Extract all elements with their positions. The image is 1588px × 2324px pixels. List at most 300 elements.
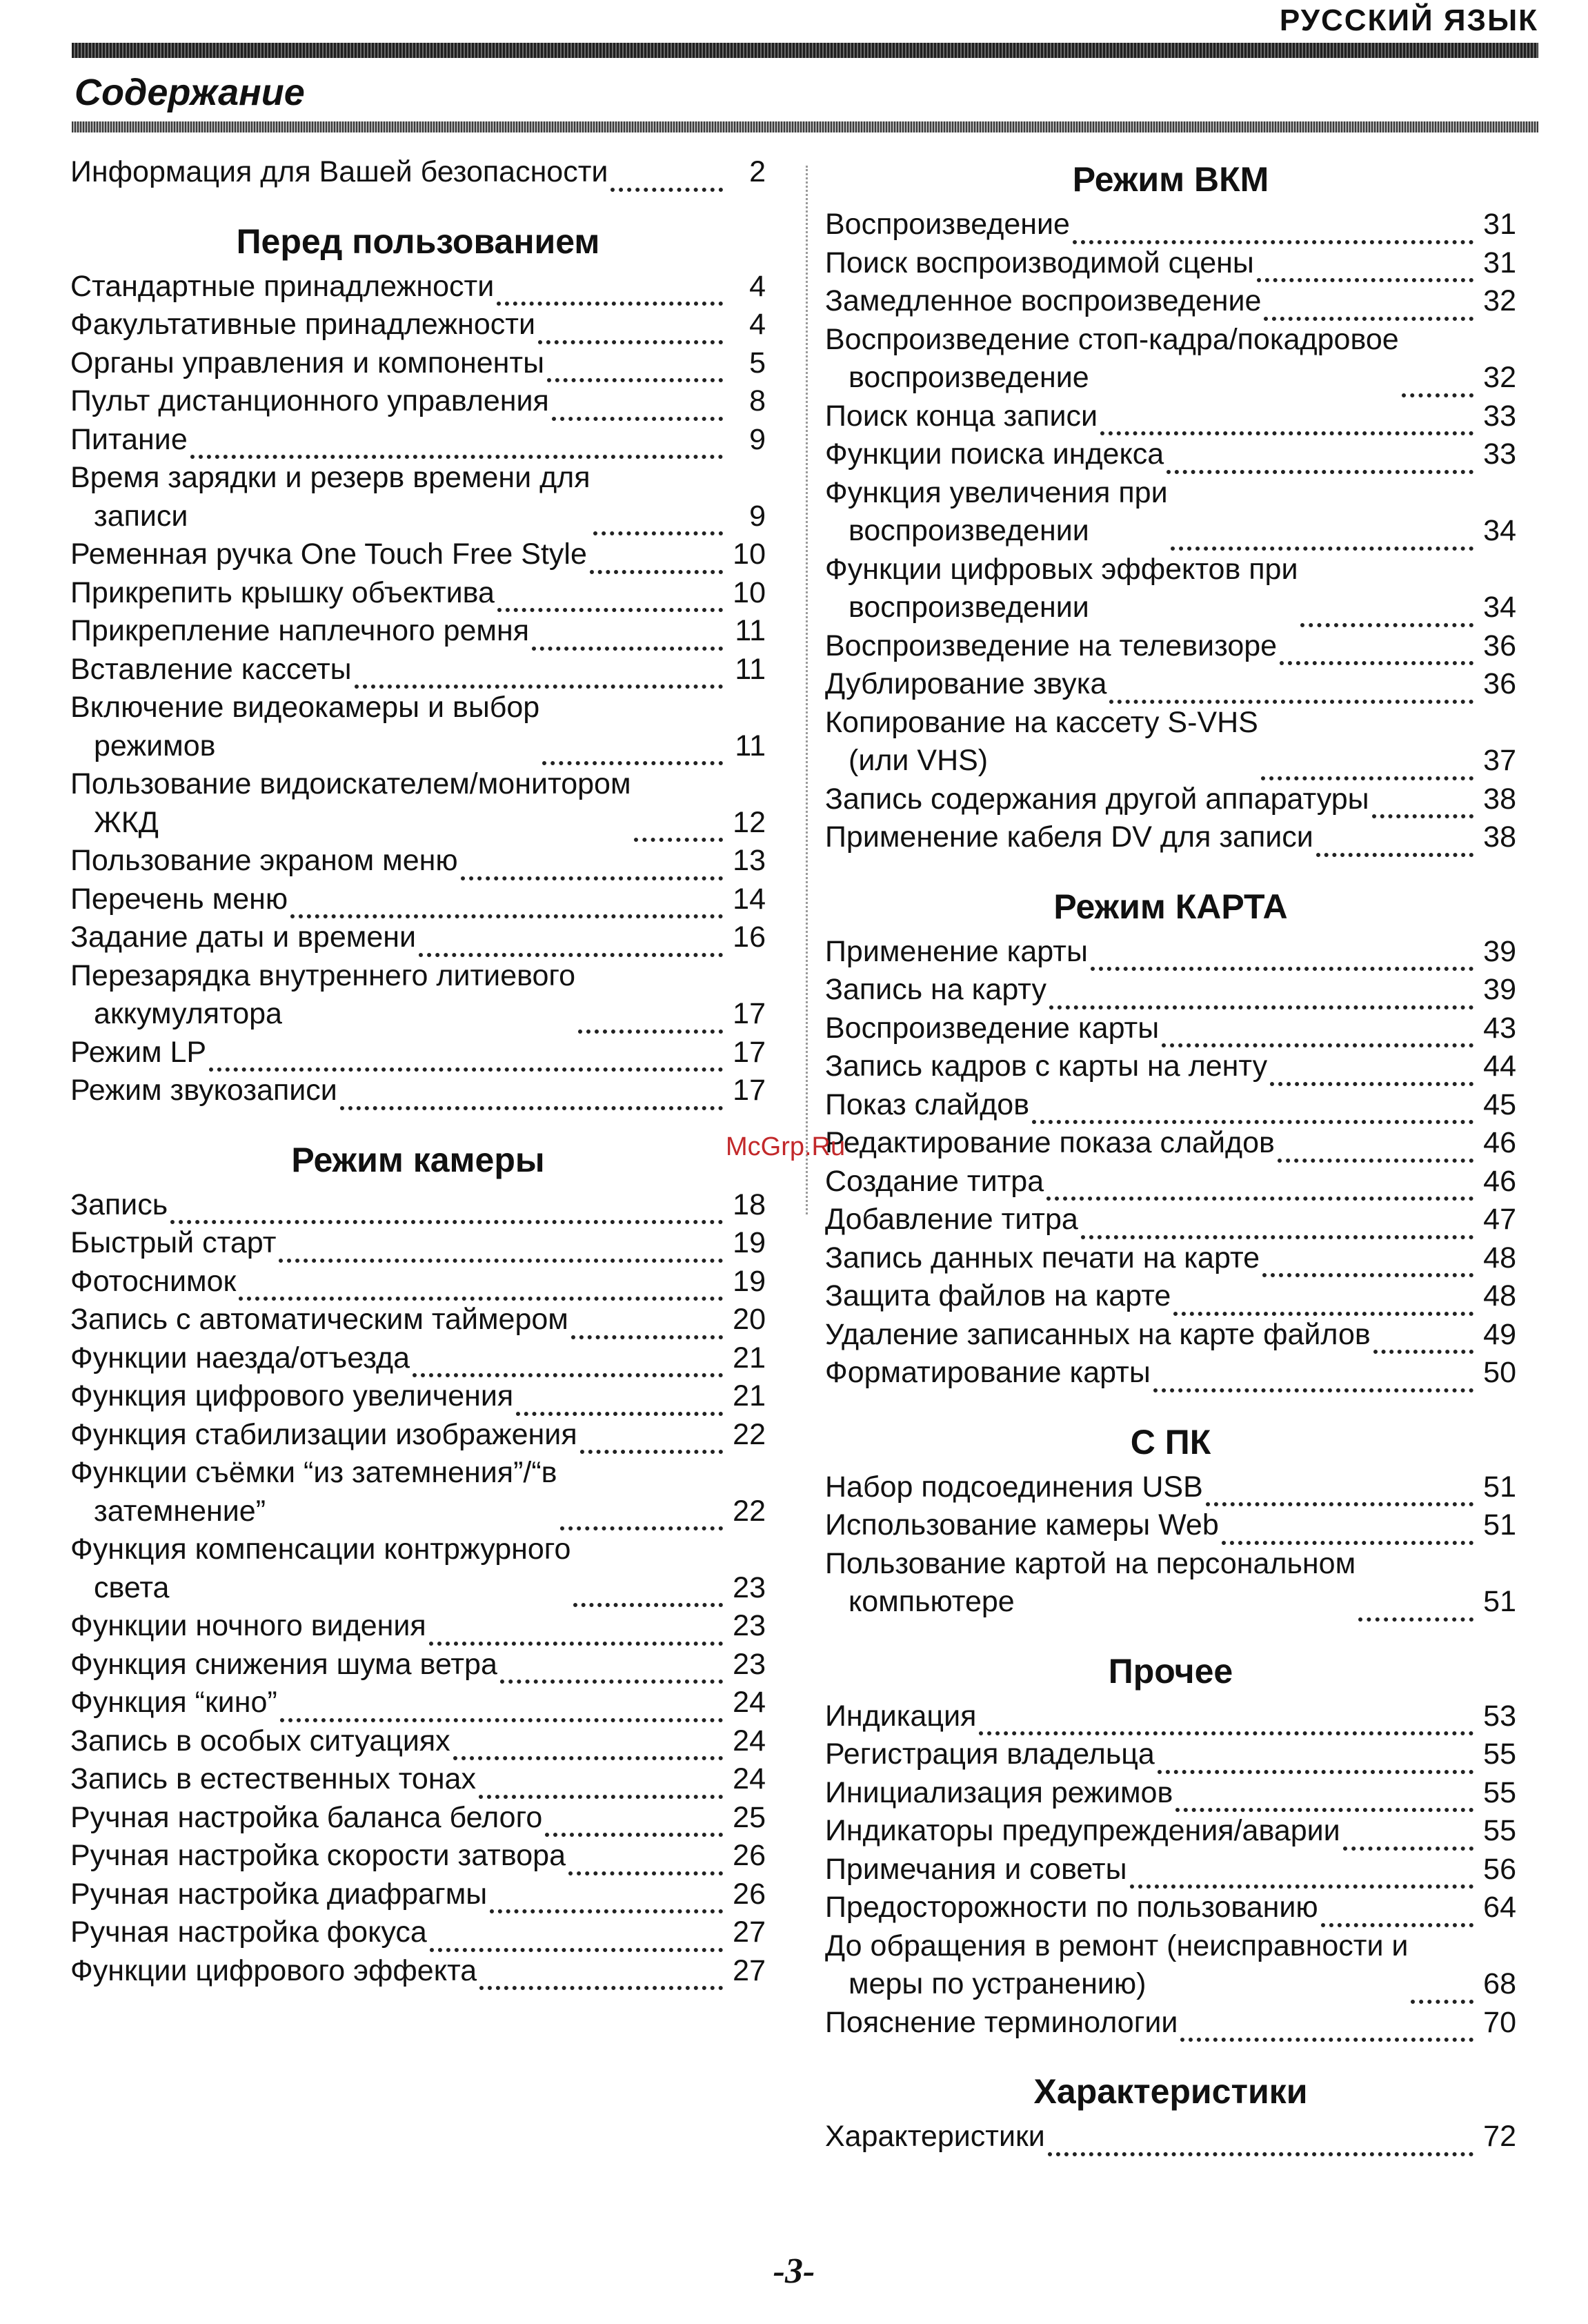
toc-entry-label: Поиск воспроизводимой сцены xyxy=(825,246,1254,279)
toc-entry-label: Поиск конца записи xyxy=(825,399,1098,433)
toc-entry[interactable] xyxy=(70,765,766,842)
toc-entry[interactable] xyxy=(825,1545,1516,1622)
toc-entry-label: Воспроизведение стоп-кадра/покадровое xyxy=(825,322,1399,356)
toc-page-number: 33 xyxy=(1483,437,1516,471)
toc-page-number: 22 xyxy=(733,1417,766,1451)
toc-entry-label: Пользование картой на персональном xyxy=(825,1546,1356,1580)
toc-entry[interactable] xyxy=(70,612,766,651)
toc-entry-text xyxy=(825,818,1313,857)
toc-entry-label: Прикрепить крышку объектива xyxy=(70,575,495,609)
toc-page-number: 51 xyxy=(1483,1470,1516,1504)
toc-entry[interactable] xyxy=(825,244,1516,283)
toc-page-number: 19 xyxy=(733,1264,766,1298)
toc-entry[interactable] xyxy=(70,1646,766,1684)
toc-entry-text xyxy=(825,1316,1371,1355)
toc-entry[interactable] xyxy=(825,1316,1516,1355)
dot-leader xyxy=(279,1229,723,1263)
toc-page-number: 9 xyxy=(749,499,766,533)
section-heading: Прочее xyxy=(1108,1651,1233,1691)
toc-entry-label: Пульт дистанционного управления xyxy=(70,384,549,417)
toc-entry[interactable] xyxy=(70,1416,766,1455)
toc-entry-text xyxy=(70,1913,427,1952)
toc-entry-text xyxy=(70,1837,566,1875)
toc-entry[interactable] xyxy=(825,206,1516,244)
toc-entry-text xyxy=(825,474,1168,551)
toc-entry-label: Воспроизведение карты xyxy=(825,1011,1160,1045)
toc-entry-label-continued: (или VHS) xyxy=(848,744,989,777)
dot-leader xyxy=(1171,517,1473,551)
toc-entry-label: Функция компенсации контржурного xyxy=(70,1533,571,1566)
dot-leader xyxy=(1300,593,1473,627)
toc-entry-label-continued: компьютере xyxy=(848,1585,1015,1618)
dot-leader xyxy=(1262,1243,1473,1277)
toc-entry[interactable] xyxy=(70,1760,766,1799)
toc-entry-text xyxy=(825,1163,1044,1201)
toc-entry-text xyxy=(70,651,352,689)
toc-entry-text xyxy=(70,1799,542,1838)
toc-entry-text xyxy=(70,1224,276,1263)
toc-entry[interactable] xyxy=(70,574,766,613)
toc-entry-label: Пользование видоискателем/монитором xyxy=(70,767,631,800)
toc-page-number: 49 xyxy=(1483,1317,1516,1351)
toc-entry[interactable] xyxy=(70,535,766,574)
toc-page-number: 32 xyxy=(1483,361,1516,394)
dot-leader xyxy=(1046,1167,1473,1201)
dot-leader xyxy=(1180,2008,1473,2042)
toc-entry-label: Регистрация владельца xyxy=(825,1737,1155,1771)
toc-entry-text xyxy=(825,321,1399,397)
toc-page-number: 47 xyxy=(1483,1203,1516,1236)
toc-entry[interactable] xyxy=(70,918,766,957)
toc-entry-text xyxy=(70,1186,168,1225)
dot-leader xyxy=(479,1765,723,1799)
toc-entry[interactable] xyxy=(70,1186,766,1225)
toc-section xyxy=(825,887,1516,1392)
dot-leader xyxy=(1264,287,1473,321)
toc-entry[interactable] xyxy=(70,268,766,306)
toc-entry-label-continued: воспроизведении xyxy=(848,514,1089,547)
toc-entry-label: Фотоснимок xyxy=(70,1264,237,1298)
toc-entry-label: Функция цифрового увеличения xyxy=(70,1379,514,1412)
toc-entry-label: Функции наезда/отъезда xyxy=(70,1341,410,1375)
toc-page-number: 55 xyxy=(1483,1737,1516,1771)
toc-entry[interactable] xyxy=(825,627,1516,666)
toc-entry[interactable] xyxy=(70,1684,766,1722)
dot-leader xyxy=(1343,1817,1473,1851)
dot-leader xyxy=(560,1497,723,1530)
dot-leader xyxy=(571,1306,723,1339)
toc-right-column xyxy=(825,153,1516,2156)
toc-entry[interactable] xyxy=(70,459,766,535)
toc-entry[interactable] xyxy=(70,306,766,344)
toc-entry-text xyxy=(825,1047,1267,1086)
toc-entry[interactable] xyxy=(825,1468,1516,1507)
toc-entry[interactable] xyxy=(825,1506,1516,1545)
dot-leader xyxy=(1206,1473,1473,1506)
toc-page-number: 17 xyxy=(733,1035,766,1069)
toc-entry-text xyxy=(70,918,416,957)
toc-entry[interactable] xyxy=(70,1952,766,1991)
toc-page-number: 44 xyxy=(1483,1050,1516,1083)
toc-entry-text xyxy=(825,1927,1408,2004)
toc-entry[interactable] xyxy=(70,1875,766,1914)
toc-entry[interactable] xyxy=(70,421,766,460)
toc-page-number: 23 xyxy=(733,1647,766,1681)
toc-entry-text xyxy=(825,1354,1151,1392)
toc-entry[interactable] xyxy=(70,689,766,765)
toc-entry[interactable] xyxy=(70,382,766,421)
toc-entry-text xyxy=(825,1851,1127,1889)
toc-entry-text xyxy=(70,1416,577,1455)
toc-page-number: 18 xyxy=(733,1188,766,1221)
toc-entry[interactable] xyxy=(70,1530,766,1607)
toc-entry[interactable] xyxy=(70,1339,766,1378)
toc-page-number: 48 xyxy=(1483,1279,1516,1312)
toc-entry-label: Индикаторы предупреждения/аварии xyxy=(825,1814,1340,1847)
toc-entry[interactable] xyxy=(70,1913,766,1952)
dot-leader xyxy=(1073,210,1473,244)
toc-entry-text xyxy=(825,1697,976,1736)
toc-entry-label-continued: воспроизведении xyxy=(848,591,1089,624)
dot-leader xyxy=(593,502,723,535)
toc-page-number: 48 xyxy=(1483,1241,1516,1274)
toc-entry-text xyxy=(825,551,1298,627)
title-rule xyxy=(72,121,1538,132)
toc-entry-label: Функция “кино” xyxy=(70,1686,277,1719)
toc-entry-label: Запись xyxy=(70,1188,168,1221)
toc-entry-label: Функция увеличения при xyxy=(825,475,1168,509)
dot-leader xyxy=(355,655,723,689)
dot-leader xyxy=(1048,2123,1473,2156)
toc-entry-label: Примечания и советы xyxy=(825,1852,1127,1886)
column-divider xyxy=(806,166,808,1214)
toc-page-number: 24 xyxy=(733,1762,766,1795)
toc-entry[interactable] xyxy=(825,1086,1516,1125)
toc-entry-label-continued: затемнение” xyxy=(94,1494,266,1528)
toc-entry-label-continued: света xyxy=(94,1570,170,1604)
toc-entry-text xyxy=(825,665,1106,704)
toc-entry-text xyxy=(70,1646,497,1684)
dot-leader xyxy=(580,1420,723,1454)
toc-entry-text xyxy=(70,268,494,306)
toc-entry-text xyxy=(70,842,458,880)
dot-leader xyxy=(547,348,723,382)
dot-leader xyxy=(1321,1893,1473,1927)
toc-page-number: 11 xyxy=(735,614,766,647)
toc-entry-label: Ручная настройка диафрагмы xyxy=(70,1877,488,1911)
toc-entry-label: Форматирование карты xyxy=(825,1356,1151,1389)
section-heading: Режим ВКМ xyxy=(1072,160,1269,199)
toc-entry-text xyxy=(70,1301,568,1339)
toc-entry-label: Запись в особых ситуациях xyxy=(70,1724,450,1757)
toc-entry[interactable] xyxy=(70,880,766,919)
toc-entry-label: Факультативные принадлежности xyxy=(70,308,535,341)
toc-page-number: 51 xyxy=(1483,1508,1516,1542)
dot-leader xyxy=(1402,364,1473,397)
toc-page-number: 24 xyxy=(733,1724,766,1757)
toc-page-number: 56 xyxy=(1483,1852,1516,1886)
page-number: -3- xyxy=(773,2252,815,2291)
toc-page-number: 27 xyxy=(733,1916,766,1949)
section-heading: Перед пользованием xyxy=(236,221,600,261)
toc-page-number: 31 xyxy=(1483,246,1516,279)
toc-entry[interactable] xyxy=(825,1851,1516,1889)
toc-entry-label: Вставление кассеты xyxy=(70,652,352,686)
toc-entry[interactable] xyxy=(825,1354,1516,1392)
toc-page-number: 38 xyxy=(1483,820,1516,854)
toc-page-number: 38 xyxy=(1483,782,1516,816)
toc-page-number: 36 xyxy=(1483,667,1516,700)
toc-section xyxy=(825,1423,1516,1622)
toc-page-number: 46 xyxy=(1483,1164,1516,1198)
section-heading: Характеристики xyxy=(1033,2072,1308,2111)
toc-page-number: 31 xyxy=(1483,208,1516,241)
toc-entry[interactable] xyxy=(70,842,766,880)
toc-entry-text xyxy=(825,780,1369,819)
toc-entry-label: Питание xyxy=(70,422,188,456)
toc-entry[interactable] xyxy=(825,1047,1516,1086)
toc-entry-label-continued: меры по устранению) xyxy=(848,1967,1147,2000)
language-label: РУССКИЙ ЯЗЫК xyxy=(1279,3,1538,37)
toc-entry[interactable] xyxy=(825,1124,1516,1163)
toc-entry[interactable] xyxy=(825,1735,1516,1774)
toc-entry-text xyxy=(70,574,495,613)
toc-entry-text xyxy=(70,1034,206,1072)
toc-entry[interactable] xyxy=(825,282,1516,321)
toc-entry[interactable] xyxy=(70,344,766,383)
dot-leader xyxy=(497,578,723,612)
toc-page-number: 39 xyxy=(1483,973,1516,1006)
toc-entry-text xyxy=(70,957,575,1034)
toc-page-number: 17 xyxy=(733,997,766,1030)
toc-entry[interactable] xyxy=(70,1072,766,1110)
toc-page-number: 55 xyxy=(1483,1814,1516,1847)
toc-entry-text xyxy=(825,282,1261,321)
dot-leader xyxy=(573,1573,723,1607)
toc-entry[interactable] xyxy=(70,957,766,1034)
toc-entry[interactable] xyxy=(825,1163,1516,1201)
toc-entry[interactable] xyxy=(825,818,1516,857)
dot-leader xyxy=(1261,747,1473,780)
toc-entry-label: Дублирование звука xyxy=(825,667,1107,700)
toc-entry-label: Пояснение терминологии xyxy=(825,2005,1178,2039)
toc-entry[interactable] xyxy=(825,665,1516,704)
toc-entry-label: Применение кабеля DV для записи xyxy=(825,820,1313,854)
toc-entry-text xyxy=(70,765,631,842)
dot-leader xyxy=(190,425,723,459)
toc-entry[interactable] xyxy=(825,1201,1516,1239)
toc-entry[interactable] xyxy=(825,474,1516,551)
dot-leader xyxy=(1316,823,1473,857)
dot-leader xyxy=(490,1880,723,1913)
dot-leader xyxy=(419,923,723,957)
toc-entry-label: Воспроизведение на телевизоре xyxy=(825,629,1278,662)
toc-page-number: 45 xyxy=(1483,1087,1516,1121)
dot-leader xyxy=(1130,1855,1473,1889)
toc-page-number: 14 xyxy=(733,882,766,916)
toc-entry-text xyxy=(825,1124,1275,1163)
dot-leader xyxy=(1173,1282,1473,1316)
toc-entry[interactable] xyxy=(825,933,1516,972)
watermark: McGrp.Ru xyxy=(726,1132,846,1161)
section-heading: С ПК xyxy=(1130,1422,1211,1461)
dot-leader xyxy=(568,1842,723,1875)
toc-entry[interactable] xyxy=(825,704,1516,780)
toc-entry-label: До обращения в ремонт (неисправности и xyxy=(825,1929,1409,1962)
toc-entry[interactable] xyxy=(70,1607,766,1646)
toc-entry[interactable] xyxy=(825,780,1516,819)
toc-page-number: 51 xyxy=(1483,1585,1516,1618)
toc-entry[interactable] xyxy=(70,1799,766,1838)
toc-page-number: 19 xyxy=(733,1226,766,1259)
toc-entry[interactable] xyxy=(70,1224,766,1263)
toc-page-number: 11 xyxy=(735,652,766,686)
toc-entry-text xyxy=(70,1875,487,1914)
toc-entry-text xyxy=(825,704,1258,780)
toc-page-number: 4 xyxy=(749,269,766,303)
dot-leader xyxy=(340,1076,723,1110)
page-title: Содержание xyxy=(75,72,305,113)
section-heading: Режим камеры xyxy=(291,1140,545,1179)
toc-entry[interactable] xyxy=(70,651,766,689)
dot-leader xyxy=(1411,1970,1473,2004)
toc-entry-label: Прикрепление наплечного ремня xyxy=(70,614,530,647)
toc-section xyxy=(825,1652,1516,2042)
toc-entry[interactable] xyxy=(825,1697,1516,1736)
dot-leader xyxy=(1257,248,1473,282)
toc-entry-text xyxy=(825,397,1098,436)
toc-entry-text xyxy=(70,1684,277,1722)
toc-entry-label-continued: режимов xyxy=(94,729,216,762)
toc-entry[interactable] xyxy=(825,321,1516,397)
toc-entry[interactable] xyxy=(825,1927,1516,2004)
toc-entry-label: Функции съёмки “из затемнения”/“в xyxy=(70,1456,557,1489)
toc-entry[interactable] xyxy=(825,551,1516,627)
toc-page-number: 10 xyxy=(733,575,766,609)
toc-entry[interactable] xyxy=(70,1301,766,1339)
toc-entry[interactable] xyxy=(825,971,1516,1010)
toc-entry[interactable] xyxy=(70,1377,766,1416)
toc-page-number: 37 xyxy=(1483,744,1516,777)
dot-leader xyxy=(1081,1205,1473,1239)
toc-page-number: 12 xyxy=(733,805,766,839)
section-heading: Режим КАРТА xyxy=(1053,887,1288,926)
toc-entry-label: Функции цифрового эффекта xyxy=(70,1953,477,1987)
toc-page-number: 46 xyxy=(1483,1126,1516,1159)
dot-leader xyxy=(1278,1129,1473,1163)
dot-leader xyxy=(209,1038,723,1072)
toc-entry-label: Запись кадров с карты на ленту xyxy=(825,1050,1268,1083)
dot-leader xyxy=(1372,785,1473,818)
dot-leader xyxy=(542,731,723,765)
toc-page-number: 53 xyxy=(1483,1699,1516,1733)
toc-page-number: 17 xyxy=(733,1074,766,1107)
toc-entry-label: Пользование экраном меню xyxy=(70,844,458,877)
dot-leader xyxy=(1158,1740,1473,1774)
dot-leader xyxy=(453,1726,723,1760)
toc-entry-label: Стандартные принадлежности xyxy=(70,269,495,303)
dot-leader xyxy=(1049,976,1473,1010)
dot-leader xyxy=(611,158,723,192)
toc-page-number: 32 xyxy=(1483,284,1516,317)
toc-entry[interactable] xyxy=(825,2004,1516,2042)
toc-page-number: 70 xyxy=(1483,2005,1516,2039)
toc-entry-label: Запись в естественных тонах xyxy=(70,1762,476,1795)
dot-leader xyxy=(979,1702,1473,1735)
toc-page-number: 23 xyxy=(733,1570,766,1604)
toc-entry-label: Набор подсоединения USB xyxy=(825,1470,1203,1504)
toc-page-number: 34 xyxy=(1483,514,1516,547)
toc-entry[interactable] xyxy=(825,1774,1516,1813)
dot-leader xyxy=(634,808,723,842)
toc-entry-label: Копирование на кассету S-VHS xyxy=(825,705,1258,739)
toc-entry-label: Запись с автоматическим таймером xyxy=(70,1303,568,1336)
dot-leader xyxy=(1100,402,1473,435)
toc-entry-label: Органы управления и компоненты xyxy=(70,346,545,380)
toc-entry-text xyxy=(825,1010,1159,1048)
toc-entry-label: Запись данных печати на карте xyxy=(825,1241,1260,1274)
toc-entry[interactable] xyxy=(825,1010,1516,1048)
toc-entry-text xyxy=(825,933,1088,972)
toc-entry[interactable] xyxy=(70,1034,766,1072)
toc-entry-label: Ручная настройка баланса белого xyxy=(70,1800,543,1834)
toc-entry[interactable] xyxy=(825,397,1516,436)
toc-entry[interactable] xyxy=(825,2118,1516,2156)
toc-entry[interactable] xyxy=(825,435,1516,474)
toc-entry[interactable] xyxy=(70,1454,766,1530)
toc-entry[interactable] xyxy=(825,1239,1516,1278)
dot-leader xyxy=(479,1956,723,1990)
toc-left-column xyxy=(70,153,766,1990)
toc-entry-label: Защита файлов на карте xyxy=(825,1279,1171,1312)
toc-entry[interactable] xyxy=(825,1277,1516,1316)
dot-leader xyxy=(290,885,723,918)
toc-entry[interactable] xyxy=(70,1263,766,1301)
toc-entry-label-continued: ЖКД xyxy=(94,805,159,839)
toc-entry-text xyxy=(70,1263,236,1301)
dot-leader xyxy=(1175,1778,1473,1812)
toc-entry[interactable] xyxy=(825,1889,1516,1927)
toc-entry[interactable] xyxy=(70,153,766,192)
toc-entry-label: Добавление титра xyxy=(825,1203,1078,1236)
toc-entry-text xyxy=(825,1086,1029,1125)
toc-entry[interactable] xyxy=(70,1722,766,1761)
toc-page-number: 16 xyxy=(733,920,766,954)
dot-leader xyxy=(429,1612,723,1646)
dot-leader xyxy=(545,1803,723,1837)
toc-entry-text xyxy=(825,244,1254,283)
toc-entry-label: Удаление записанных на карте файлов xyxy=(825,1317,1371,1351)
dot-leader xyxy=(170,1190,723,1224)
toc-entry-label: Перезарядка внутреннего литиевого xyxy=(70,958,576,992)
dot-leader xyxy=(1270,1052,1473,1086)
toc-entry[interactable] xyxy=(70,1837,766,1875)
dot-leader xyxy=(1358,1588,1473,1622)
toc-entry-text xyxy=(70,421,188,460)
dot-leader xyxy=(1280,631,1473,665)
dot-leader xyxy=(280,1688,723,1722)
toc-page-number: 55 xyxy=(1483,1775,1516,1809)
toc-entry-text xyxy=(70,1377,513,1416)
toc-entry-label: Ременная ручка One Touch Free Style xyxy=(70,538,587,571)
toc-entry-text xyxy=(70,344,544,383)
toc-entry-text xyxy=(825,1468,1203,1507)
toc-entry[interactable] xyxy=(825,1812,1516,1851)
toc-entry-label: Функции ночного видения xyxy=(70,1609,426,1642)
toc-entry-label-continued: аккумулятора xyxy=(94,997,282,1030)
toc-entry-label-continued: записи xyxy=(94,499,188,533)
toc-page-number: 20 xyxy=(733,1303,766,1336)
